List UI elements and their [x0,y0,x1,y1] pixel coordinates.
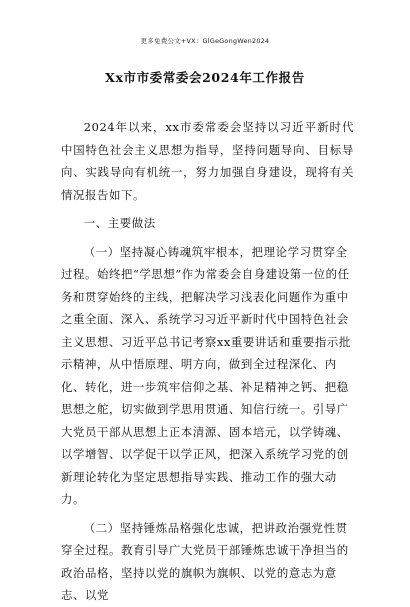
section-heading: 一、主要做法 [83,216,156,230]
document-body [61,116,354,607]
subsection-2 [61,517,354,607]
document-title: Xx市市委常委会2024年工作报告 [105,70,305,85]
subsection-2-lead: （二）坚持锤炼品格强化忠诚，把讲政治强党性贯穿全过程。 [61,520,348,557]
subsection-1-body: 始终把“学思想”作为常委会自身建设第一位的任务和贯穿始终的主线，把解决学习浅表化问题作为重中之重全面、深入、系统学习习近平新时代中国特色社会主义思想、习近平总书记考察xx重要讲话和重要指示批示精神，从中悟原理、明方向，做到全过程深化、内化、转化，进一步筑牢信仰之基、补足精神之钙、把稳思想之舵，切实做到学思用贯通、知信行统一。引导广大党员干部从思想上正本清源、固本培元，以学铸魂、以学增智、以学促干以学正风，把深入系统学习党的创新理论转化为坚定思想指导实践、推动工作的强大动力。 [61,267,351,506]
intro-paragraph: 2024年以来，xx市委常委会坚持以习近平新时代中国特色社会主义思想为指导，坚持问题导向、目标导向、实践导向有机统一，努力加强自身建设，现将有关情况报告如下。 [61,120,354,202]
header-note: 更多免费公文+VX：GlGeGongWen2024 [140,37,270,45]
subsection-1-lead: （一）坚持凝心铸魂筑牢根本，把理论学习贯穿全过程。 [61,244,348,281]
subsection-2-body: 教育引导广大党员干部锤炼忠诚干净担当的政治品格，坚持以党的旗帜为旗帜、以党的意志为意志、以党 [61,543,349,602]
subsection-1 [61,241,354,511]
